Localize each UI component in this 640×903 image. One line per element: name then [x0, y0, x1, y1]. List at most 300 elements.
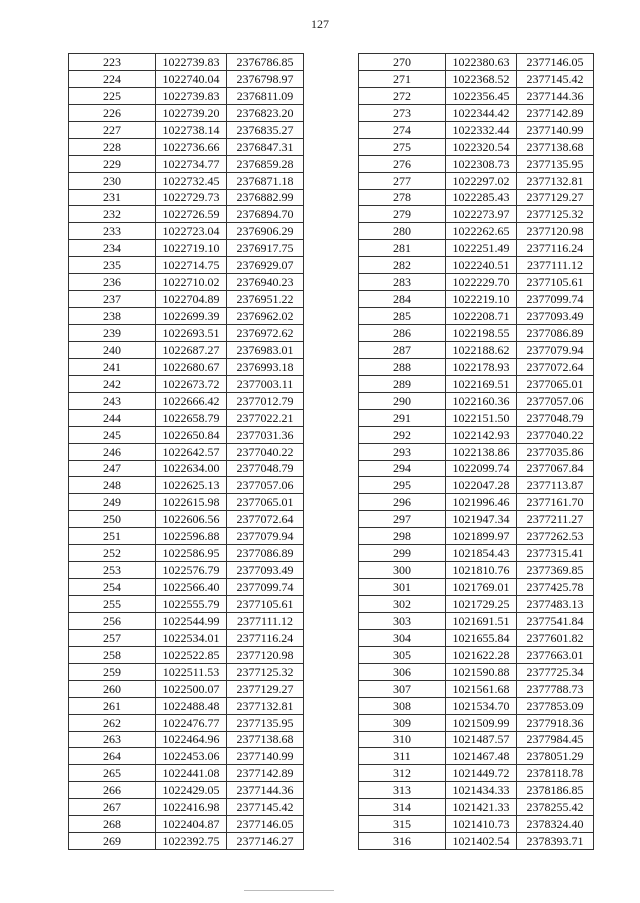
table-row [359, 138, 594, 155]
x-coordinate-cell: 1021622.28 [446, 646, 517, 663]
y-coordinate-cell: 2377144.36 [517, 87, 594, 104]
x-coordinate-cell: 1022429.05 [156, 782, 227, 799]
point-number-cell: 275 [359, 138, 446, 155]
x-coordinate-cell: 1022344.42 [446, 104, 517, 121]
x-coordinate-cell: 1021410.73 [446, 816, 517, 833]
x-coordinate-cell: 1022726.59 [156, 206, 227, 223]
y-coordinate-cell: 2377022.21 [227, 409, 304, 426]
table-row [69, 629, 304, 646]
point-number-cell: 263 [69, 731, 156, 748]
x-coordinate-cell: 1022142.93 [446, 426, 517, 443]
point-number-cell: 224 [69, 70, 156, 87]
point-number-cell: 227 [69, 121, 156, 138]
table-row [359, 392, 594, 409]
x-coordinate-cell: 1022666.42 [156, 392, 227, 409]
table-row [359, 155, 594, 172]
point-number-cell: 276 [359, 155, 446, 172]
x-coordinate-cell: 1022736.66 [156, 138, 227, 155]
x-coordinate-cell: 1022416.98 [156, 799, 227, 816]
table-row [359, 443, 594, 460]
y-coordinate-cell: 2376972.62 [227, 325, 304, 342]
point-number-cell: 260 [69, 680, 156, 697]
table-row [359, 528, 594, 545]
x-coordinate-cell: 1021854.43 [446, 545, 517, 562]
x-coordinate-cell: 1021534.70 [446, 697, 517, 714]
y-coordinate-cell: 2377003.11 [227, 375, 304, 392]
y-coordinate-cell: 2376993.18 [227, 358, 304, 375]
point-number-cell: 299 [359, 545, 446, 562]
x-coordinate-cell: 1022596.88 [156, 528, 227, 545]
point-number-cell: 252 [69, 545, 156, 562]
x-coordinate-cell: 1022511.53 [156, 663, 227, 680]
y-coordinate-cell: 2377072.64 [517, 358, 594, 375]
table-row [69, 731, 304, 748]
table-row [359, 308, 594, 325]
x-coordinate-cell: 1022693.51 [156, 325, 227, 342]
table-row [69, 172, 304, 189]
y-coordinate-cell: 2377138.68 [227, 731, 304, 748]
point-number-cell: 304 [359, 629, 446, 646]
x-coordinate-cell: 1022738.14 [156, 121, 227, 138]
x-coordinate-cell: 1022522.85 [156, 646, 227, 663]
table-row [359, 172, 594, 189]
x-coordinate-cell: 1022188.62 [446, 341, 517, 358]
point-number-cell: 225 [69, 87, 156, 104]
x-coordinate-cell: 1022368.52 [446, 70, 517, 87]
x-coordinate-cell: 1022476.77 [156, 714, 227, 731]
table-row [359, 104, 594, 121]
y-coordinate-cell: 2377040.22 [227, 443, 304, 460]
table-row [69, 646, 304, 663]
point-number-cell: 308 [359, 697, 446, 714]
table-row [69, 765, 304, 782]
table-row [359, 189, 594, 206]
x-coordinate-cell: 1022719.10 [156, 240, 227, 257]
table-row [359, 206, 594, 223]
table-row [359, 612, 594, 629]
x-coordinate-cell: 1022404.87 [156, 816, 227, 833]
point-number-cell: 303 [359, 612, 446, 629]
x-coordinate-cell: 1021769.01 [446, 579, 517, 596]
y-coordinate-cell: 2377132.81 [517, 172, 594, 189]
y-coordinate-cell: 2378118.78 [517, 765, 594, 782]
point-number-cell: 239 [69, 325, 156, 342]
point-number-cell: 249 [69, 494, 156, 511]
x-coordinate-cell: 1022297.02 [446, 172, 517, 189]
table-row [69, 223, 304, 240]
x-coordinate-cell: 1022673.72 [156, 375, 227, 392]
table-row [69, 341, 304, 358]
point-number-cell: 258 [69, 646, 156, 663]
x-coordinate-cell: 1022488.48 [156, 697, 227, 714]
table-row [359, 579, 594, 596]
x-coordinate-cell: 1022208.71 [446, 308, 517, 325]
point-number-cell: 264 [69, 748, 156, 765]
y-coordinate-cell: 2377111.12 [517, 257, 594, 274]
y-coordinate-cell: 2377099.74 [517, 291, 594, 308]
x-coordinate-cell: 1022544.99 [156, 612, 227, 629]
point-number-cell: 270 [359, 54, 446, 71]
table-row [359, 87, 594, 104]
y-coordinate-cell: 2377146.05 [517, 54, 594, 71]
y-coordinate-cell: 2377067.84 [517, 460, 594, 477]
point-number-cell: 273 [359, 104, 446, 121]
table-row [69, 70, 304, 87]
point-number-cell: 266 [69, 782, 156, 799]
x-coordinate-cell: 1022680.67 [156, 358, 227, 375]
x-coordinate-cell: 1021561.68 [446, 680, 517, 697]
x-coordinate-cell: 1022262.65 [446, 223, 517, 240]
x-coordinate-cell: 1022534.01 [156, 629, 227, 646]
point-number-cell: 272 [359, 87, 446, 104]
table-row [359, 816, 594, 833]
point-number-cell: 262 [69, 714, 156, 731]
point-number-cell: 268 [69, 816, 156, 833]
table-row [359, 409, 594, 426]
table-row [69, 54, 304, 71]
x-coordinate-cell: 1021434.33 [446, 782, 517, 799]
table-row [69, 426, 304, 443]
point-number-cell: 259 [69, 663, 156, 680]
y-coordinate-cell: 2377125.32 [517, 206, 594, 223]
table-row [69, 409, 304, 426]
table-row [69, 816, 304, 833]
point-number-cell: 265 [69, 765, 156, 782]
x-coordinate-cell: 1022650.84 [156, 426, 227, 443]
table-row [69, 477, 304, 494]
table-row [69, 155, 304, 172]
table-row [359, 341, 594, 358]
x-coordinate-cell: 1022732.45 [156, 172, 227, 189]
point-number-cell: 254 [69, 579, 156, 596]
x-coordinate-cell: 1022320.54 [446, 138, 517, 155]
point-number-cell: 316 [359, 833, 446, 850]
point-number-cell: 288 [359, 358, 446, 375]
y-coordinate-cell: 2376906.29 [227, 223, 304, 240]
x-coordinate-cell: 1022047.28 [446, 477, 517, 494]
table-row [69, 460, 304, 477]
y-coordinate-cell: 2377145.42 [517, 70, 594, 87]
y-coordinate-cell: 2377031.36 [227, 426, 304, 443]
y-coordinate-cell: 2377142.89 [517, 104, 594, 121]
x-coordinate-cell: 1022555.79 [156, 596, 227, 613]
table-row [69, 596, 304, 613]
y-coordinate-cell: 2377125.32 [227, 663, 304, 680]
x-coordinate-cell: 1022392.75 [156, 833, 227, 850]
page-number: 127 [311, 17, 329, 31]
y-coordinate-cell: 2376798.97 [227, 70, 304, 87]
point-number-cell: 313 [359, 782, 446, 799]
point-number-cell: 279 [359, 206, 446, 223]
table-row [69, 325, 304, 342]
point-number-cell: 302 [359, 596, 446, 613]
point-number-cell: 315 [359, 816, 446, 833]
x-coordinate-cell: 1022729.73 [156, 189, 227, 206]
point-number-cell: 238 [69, 308, 156, 325]
y-coordinate-cell: 2378186.85 [517, 782, 594, 799]
point-number-cell: 233 [69, 223, 156, 240]
point-number-cell: 287 [359, 341, 446, 358]
x-coordinate-cell: 1022453.06 [156, 748, 227, 765]
y-coordinate-cell: 2376929.07 [227, 257, 304, 274]
x-coordinate-cell: 1021487.57 [446, 731, 517, 748]
point-number-cell: 271 [359, 70, 446, 87]
point-number-cell: 285 [359, 308, 446, 325]
point-number-cell: 235 [69, 257, 156, 274]
point-number-cell: 253 [69, 562, 156, 579]
point-number-cell: 286 [359, 325, 446, 342]
x-coordinate-cell: 1022229.70 [446, 274, 517, 291]
point-number-cell: 236 [69, 274, 156, 291]
table-row [359, 274, 594, 291]
y-coordinate-cell: 2377725.34 [517, 663, 594, 680]
y-coordinate-cell: 2377132.81 [227, 697, 304, 714]
y-coordinate-cell: 2377142.89 [227, 765, 304, 782]
x-coordinate-cell: 1022160.36 [446, 392, 517, 409]
y-coordinate-cell: 2376940.23 [227, 274, 304, 291]
x-coordinate-cell: 1022615.98 [156, 494, 227, 511]
coordinates-table-right-body [359, 54, 594, 850]
x-coordinate-cell: 1022687.27 [156, 341, 227, 358]
y-coordinate-cell: 2377040.22 [517, 426, 594, 443]
point-number-cell: 297 [359, 511, 446, 528]
table-row [359, 596, 594, 613]
table-row [359, 460, 594, 477]
table-row [69, 358, 304, 375]
x-coordinate-cell: 1022586.95 [156, 545, 227, 562]
y-coordinate-cell: 2377105.61 [227, 596, 304, 613]
y-coordinate-cell: 2376894.70 [227, 206, 304, 223]
x-coordinate-cell: 1022308.73 [446, 155, 517, 172]
table-row [359, 663, 594, 680]
y-coordinate-cell: 2377086.89 [517, 325, 594, 342]
table-row [359, 223, 594, 240]
x-coordinate-cell: 1022723.04 [156, 223, 227, 240]
y-coordinate-cell: 2377111.12 [227, 612, 304, 629]
point-number-cell: 289 [359, 375, 446, 392]
table-row [359, 291, 594, 308]
y-coordinate-cell: 2377146.27 [227, 833, 304, 850]
point-number-cell: 240 [69, 341, 156, 358]
x-coordinate-cell: 1022464.96 [156, 731, 227, 748]
point-number-cell: 280 [359, 223, 446, 240]
table-row [69, 257, 304, 274]
y-coordinate-cell: 2377113.87 [517, 477, 594, 494]
point-number-cell: 256 [69, 612, 156, 629]
table-row [69, 579, 304, 596]
table-row [359, 697, 594, 714]
table-row [69, 528, 304, 545]
y-coordinate-cell: 2377601.82 [517, 629, 594, 646]
y-coordinate-cell: 2376871.18 [227, 172, 304, 189]
point-number-cell: 232 [69, 206, 156, 223]
point-number-cell: 305 [359, 646, 446, 663]
x-coordinate-cell: 1022740.04 [156, 70, 227, 87]
table-row [69, 206, 304, 223]
table-row [359, 511, 594, 528]
point-number-cell: 300 [359, 562, 446, 579]
table-row [359, 680, 594, 697]
y-coordinate-cell: 2377918.36 [517, 714, 594, 731]
x-coordinate-cell: 1022251.49 [446, 240, 517, 257]
table-row [69, 104, 304, 121]
y-coordinate-cell: 2376811.09 [227, 87, 304, 104]
x-coordinate-cell: 1022332.44 [446, 121, 517, 138]
x-coordinate-cell: 1021729.25 [446, 596, 517, 613]
point-number-cell: 293 [359, 443, 446, 460]
point-number-cell: 311 [359, 748, 446, 765]
x-coordinate-cell: 1021421.33 [446, 799, 517, 816]
table-row [69, 680, 304, 697]
coordinates-table-left-body [69, 54, 304, 850]
point-number-cell: 269 [69, 833, 156, 850]
y-coordinate-cell: 2377984.45 [517, 731, 594, 748]
x-coordinate-cell: 1021467.48 [446, 748, 517, 765]
footer-divider [244, 890, 334, 891]
x-coordinate-cell: 1022198.55 [446, 325, 517, 342]
x-coordinate-cell: 1022441.08 [156, 765, 227, 782]
table-row [69, 308, 304, 325]
x-coordinate-cell: 1021810.76 [446, 562, 517, 579]
table-row [359, 70, 594, 87]
x-coordinate-cell: 1022699.39 [156, 308, 227, 325]
y-coordinate-cell: 2376859.28 [227, 155, 304, 172]
y-coordinate-cell: 2377065.01 [517, 375, 594, 392]
table-row [359, 748, 594, 765]
table-row [69, 121, 304, 138]
x-coordinate-cell: 1022240.51 [446, 257, 517, 274]
point-number-cell: 226 [69, 104, 156, 121]
x-coordinate-cell: 1022739.83 [156, 87, 227, 104]
table-row [359, 477, 594, 494]
y-coordinate-cell: 2377116.24 [227, 629, 304, 646]
table-row [69, 138, 304, 155]
x-coordinate-cell: 1022634.00 [156, 460, 227, 477]
y-coordinate-cell: 2377129.27 [517, 189, 594, 206]
x-coordinate-cell: 1021947.34 [446, 511, 517, 528]
x-coordinate-cell: 1022734.77 [156, 155, 227, 172]
x-coordinate-cell: 1021402.54 [446, 833, 517, 850]
y-coordinate-cell: 2377048.79 [517, 409, 594, 426]
y-coordinate-cell: 2377086.89 [227, 545, 304, 562]
y-coordinate-cell: 2377079.94 [517, 341, 594, 358]
point-number-cell: 291 [359, 409, 446, 426]
y-coordinate-cell: 2377135.95 [227, 714, 304, 731]
x-coordinate-cell: 1022178.93 [446, 358, 517, 375]
x-coordinate-cell: 1022714.75 [156, 257, 227, 274]
point-number-cell: 243 [69, 392, 156, 409]
point-number-cell: 267 [69, 799, 156, 816]
x-coordinate-cell: 1022606.56 [156, 511, 227, 528]
y-coordinate-cell: 2378393.71 [517, 833, 594, 850]
y-coordinate-cell: 2377138.68 [517, 138, 594, 155]
table-row [69, 494, 304, 511]
point-number-cell: 312 [359, 765, 446, 782]
point-number-cell: 294 [359, 460, 446, 477]
point-number-cell: 251 [69, 528, 156, 545]
table-row [359, 257, 594, 274]
x-coordinate-cell: 1022566.40 [156, 579, 227, 596]
y-coordinate-cell: 2377146.05 [227, 816, 304, 833]
y-coordinate-cell: 2376835.27 [227, 121, 304, 138]
y-coordinate-cell: 2377140.99 [227, 748, 304, 765]
point-number-cell: 281 [359, 240, 446, 257]
table-row [359, 325, 594, 342]
y-coordinate-cell: 2377120.98 [227, 646, 304, 663]
point-number-cell: 229 [69, 155, 156, 172]
table-row [69, 545, 304, 562]
point-number-cell: 230 [69, 172, 156, 189]
y-coordinate-cell: 2377369.85 [517, 562, 594, 579]
y-coordinate-cell: 2377211.27 [517, 511, 594, 528]
x-coordinate-cell: 1021509.99 [446, 714, 517, 731]
y-coordinate-cell: 2377135.95 [517, 155, 594, 172]
x-coordinate-cell: 1022625.13 [156, 477, 227, 494]
table-row [69, 375, 304, 392]
point-number-cell: 248 [69, 477, 156, 494]
point-number-cell: 282 [359, 257, 446, 274]
y-coordinate-cell: 2377093.49 [517, 308, 594, 325]
table-row [69, 714, 304, 731]
point-number-cell: 290 [359, 392, 446, 409]
y-coordinate-cell: 2377262.53 [517, 528, 594, 545]
x-coordinate-cell: 1021899.97 [446, 528, 517, 545]
x-coordinate-cell: 1021996.46 [446, 494, 517, 511]
point-number-cell: 292 [359, 426, 446, 443]
point-number-cell: 307 [359, 680, 446, 697]
point-number-cell: 295 [359, 477, 446, 494]
x-coordinate-cell: 1022151.50 [446, 409, 517, 426]
point-number-cell: 257 [69, 629, 156, 646]
table-row [359, 782, 594, 799]
table-row [69, 392, 304, 409]
y-coordinate-cell: 2376786.85 [227, 54, 304, 71]
y-coordinate-cell: 2377065.01 [227, 494, 304, 511]
y-coordinate-cell: 2377541.84 [517, 612, 594, 629]
x-coordinate-cell: 1022273.97 [446, 206, 517, 223]
point-number-cell: 255 [69, 596, 156, 613]
table-row [359, 765, 594, 782]
x-coordinate-cell: 1021590.88 [446, 663, 517, 680]
y-coordinate-cell: 2377120.98 [517, 223, 594, 240]
table-row [359, 646, 594, 663]
point-number-cell: 277 [359, 172, 446, 189]
x-coordinate-cell: 1022642.57 [156, 443, 227, 460]
table-row [69, 748, 304, 765]
y-coordinate-cell: 2376983.01 [227, 341, 304, 358]
y-coordinate-cell: 2377057.06 [227, 477, 304, 494]
y-coordinate-cell: 2377116.24 [517, 240, 594, 257]
point-number-cell: 234 [69, 240, 156, 257]
point-number-cell: 301 [359, 579, 446, 596]
y-coordinate-cell: 2376962.02 [227, 308, 304, 325]
y-coordinate-cell: 2376882.99 [227, 189, 304, 206]
y-coordinate-cell: 2377105.61 [517, 274, 594, 291]
point-number-cell: 231 [69, 189, 156, 206]
y-coordinate-cell: 2376823.20 [227, 104, 304, 121]
y-coordinate-cell: 2377012.79 [227, 392, 304, 409]
x-coordinate-cell: 1022138.86 [446, 443, 517, 460]
x-coordinate-cell: 1022099.74 [446, 460, 517, 477]
table-row [69, 799, 304, 816]
point-number-cell: 314 [359, 799, 446, 816]
y-coordinate-cell: 2377788.73 [517, 680, 594, 697]
point-number-cell: 244 [69, 409, 156, 426]
x-coordinate-cell: 1022356.45 [446, 87, 517, 104]
table-row [69, 833, 304, 850]
point-number-cell: 309 [359, 714, 446, 731]
x-coordinate-cell: 1022739.83 [156, 54, 227, 71]
